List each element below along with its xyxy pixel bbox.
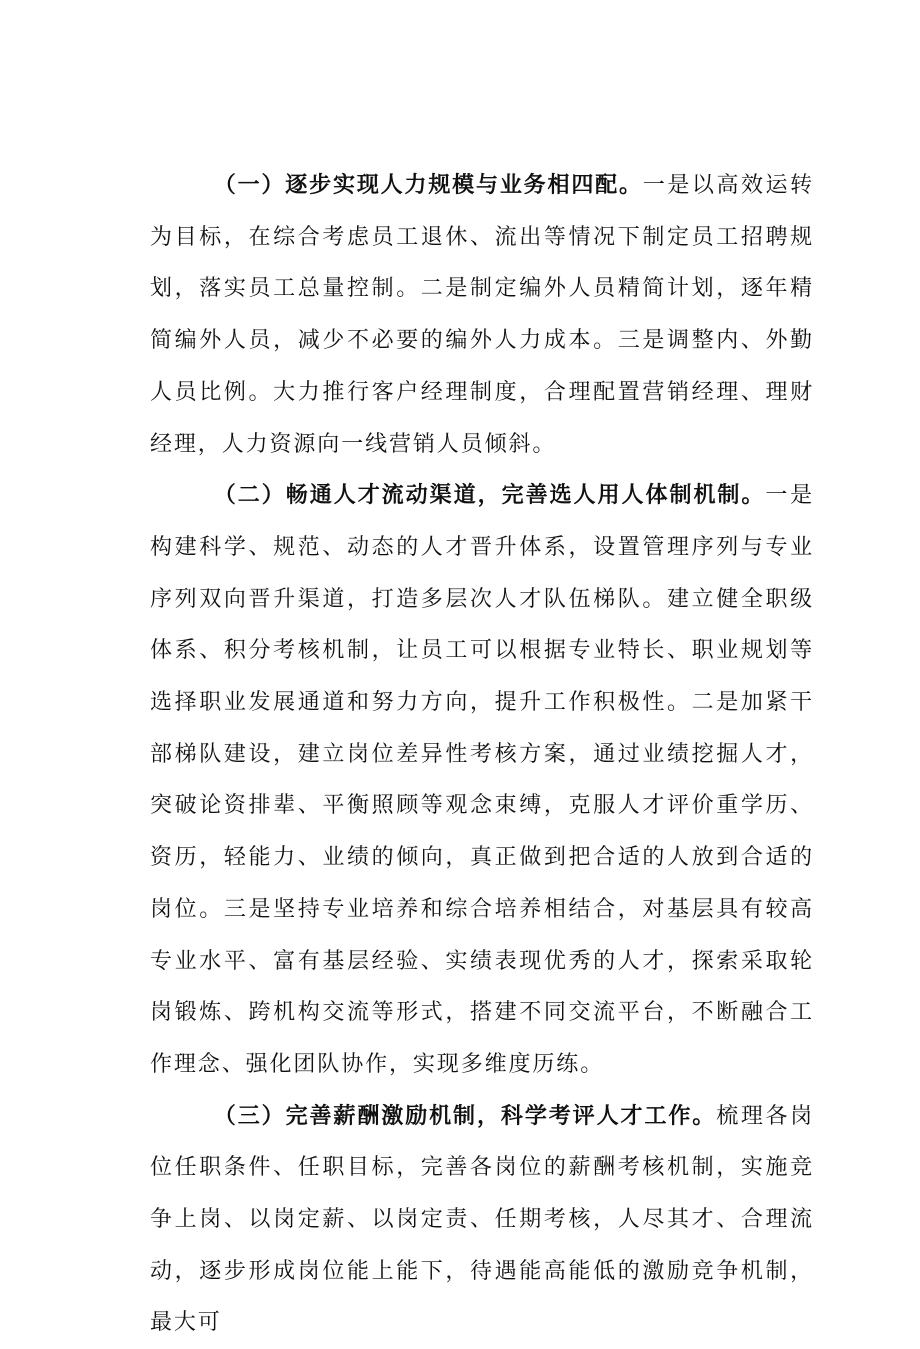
section-body-3: 梳理各岗位任职条件、任职目标，完善各岗位的薪酬考核机制，实施竞争上岗、以岗定薪、以岗定责、任期考核，人尽其才、合理流动，逐步形成岗位能上能下，待遇能高能低的激励竞争机制，最大可 xyxy=(150,1103,814,1336)
section-heading-1: （一）逐步实现人力规模与业务相四配。 xyxy=(213,173,643,198)
section-body-1: 一是以高效运转为目标，在综合考虑员工退休、流出等情况下制定员工招聘规划，落实员工总量控制。二是制定编外人员精简计划，逐年精简编外人员，减少不必要的编外人力成本。三是调整内、外勤人员比例。大力推行客户经理制度，合理配置营销经理、理财经理，人力资源向一线营销人员倾斜。 xyxy=(150,173,814,457)
paragraph-3 xyxy=(150,1091,814,1349)
section-body-2: 一是构建科学、规范、动态的人才晋升体系，设置管理序列与专业序列双向晋升渠道，打造多层次人才队伍梯队。建立健全职级体系、积分考核机制，让员工可以根据专业特长、职业规划等选择职业发展通道和努力方向，提升工作积极性。二是加紧干部梯队建设，建立岗位差异性考核方案，通过业绩挖掘人才，突破论资排辈、平衡照顾等观念束缚，克服人才评价重学历、资历，轻能力、业绩的倾向，真正做到把合适的人放到合适的岗位。三是坚持专业培养和综合培养相结合，对基层具有较高专业水平、富有基层经验、实绩表现优秀的人才，探索采取轮岗锻炼、跨机构交流等形式，搭建不同交流平台，不断融合工作理念、强化团队协作，实现多维度历练。 xyxy=(150,483,814,1077)
document-body xyxy=(150,160,814,1349)
paragraph-1 xyxy=(150,160,814,470)
section-heading-3: （三）完善薪酬激励机制，科学考评人才工作。 xyxy=(213,1103,717,1129)
paragraph-2 xyxy=(150,470,814,1090)
section-heading-2: （二）畅通人才流动渠道，完善选人用人体制机制。 xyxy=(213,483,766,509)
